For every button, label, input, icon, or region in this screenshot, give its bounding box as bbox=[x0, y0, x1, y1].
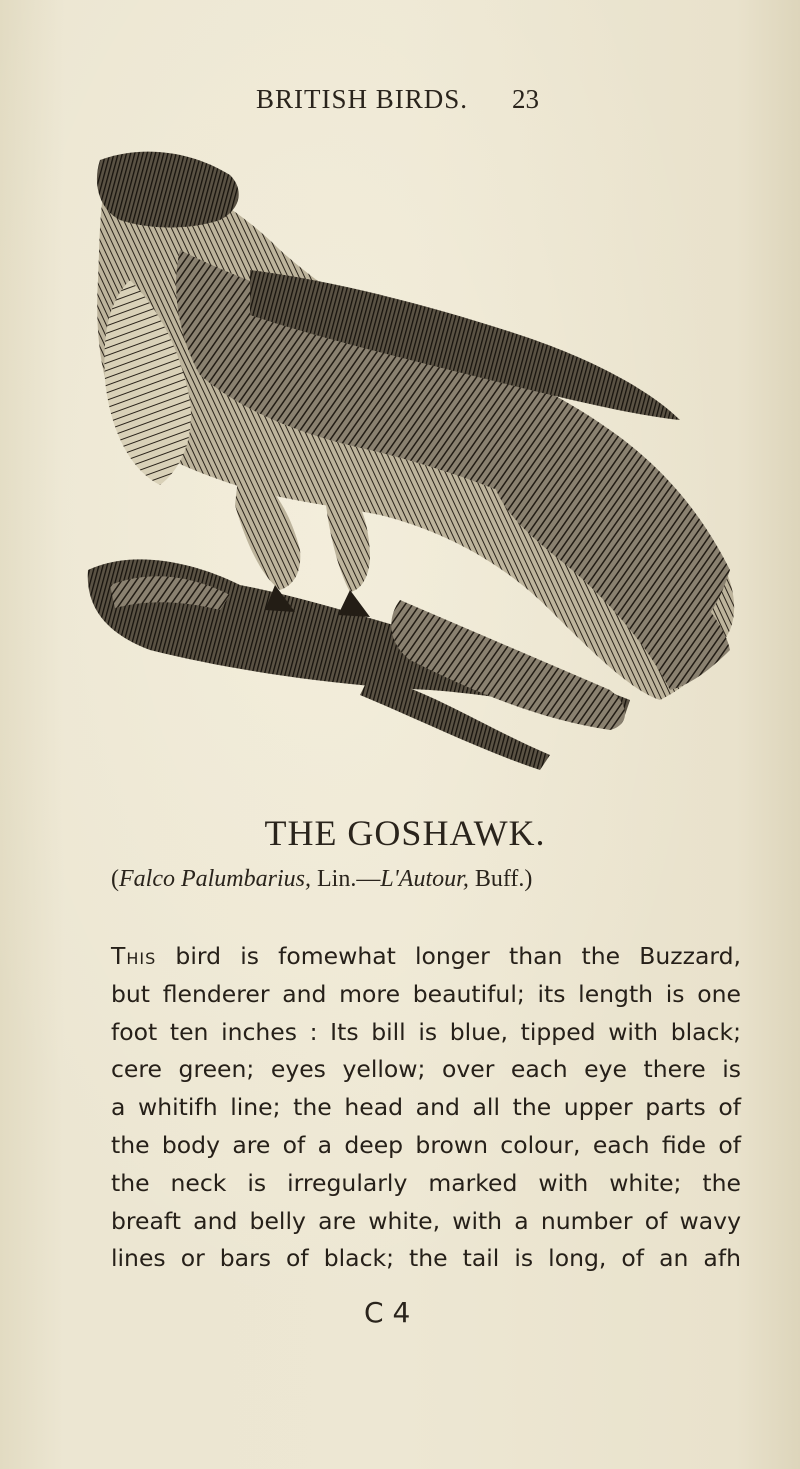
goshawk-engraving-icon bbox=[70, 130, 750, 780]
linnaeus-citation: Lin.— bbox=[311, 866, 381, 892]
plate-title: THE GOSHAWK. bbox=[264, 813, 546, 853]
drop-word: This bbox=[111, 942, 157, 970]
text-line: but flenderer and more beautiful; its length is one bbox=[111, 979, 741, 1008]
page-number: 23 bbox=[512, 84, 539, 114]
text-line: breaft and belly are white, with a number of wavy bbox=[111, 1206, 741, 1235]
text-line: the body are of a deep brown colour, each fide of bbox=[111, 1130, 741, 1159]
running-head: BRITISH BIRDS. bbox=[256, 84, 469, 114]
text-line: cere green; eyes yellow; over each eye there is bbox=[111, 1055, 741, 1084]
signature-mark: C 4 bbox=[364, 1296, 411, 1329]
species-synonymy bbox=[111, 866, 532, 893]
latin-name: Falco Palumbarius, bbox=[119, 866, 311, 892]
text-line: This bird is fomewhat longer than the Buzzard, bbox=[111, 942, 741, 970]
synonymy-open: ( bbox=[111, 866, 119, 892]
text-line: lines or bars of black; the tail is long, of an afh bbox=[111, 1244, 741, 1273]
text-line: a whitifh line; the head and all the upper parts of bbox=[111, 1093, 741, 1122]
description-paragraph bbox=[111, 938, 741, 1278]
text-line: foot ten inches : Its bill is blue, tipped with black; bbox=[111, 1017, 741, 1046]
text-line: the neck is irregularly marked with white; the bbox=[111, 1168, 741, 1197]
french-name: L'Autour, bbox=[380, 866, 469, 892]
buffon-citation: Buff.) bbox=[468, 866, 533, 892]
